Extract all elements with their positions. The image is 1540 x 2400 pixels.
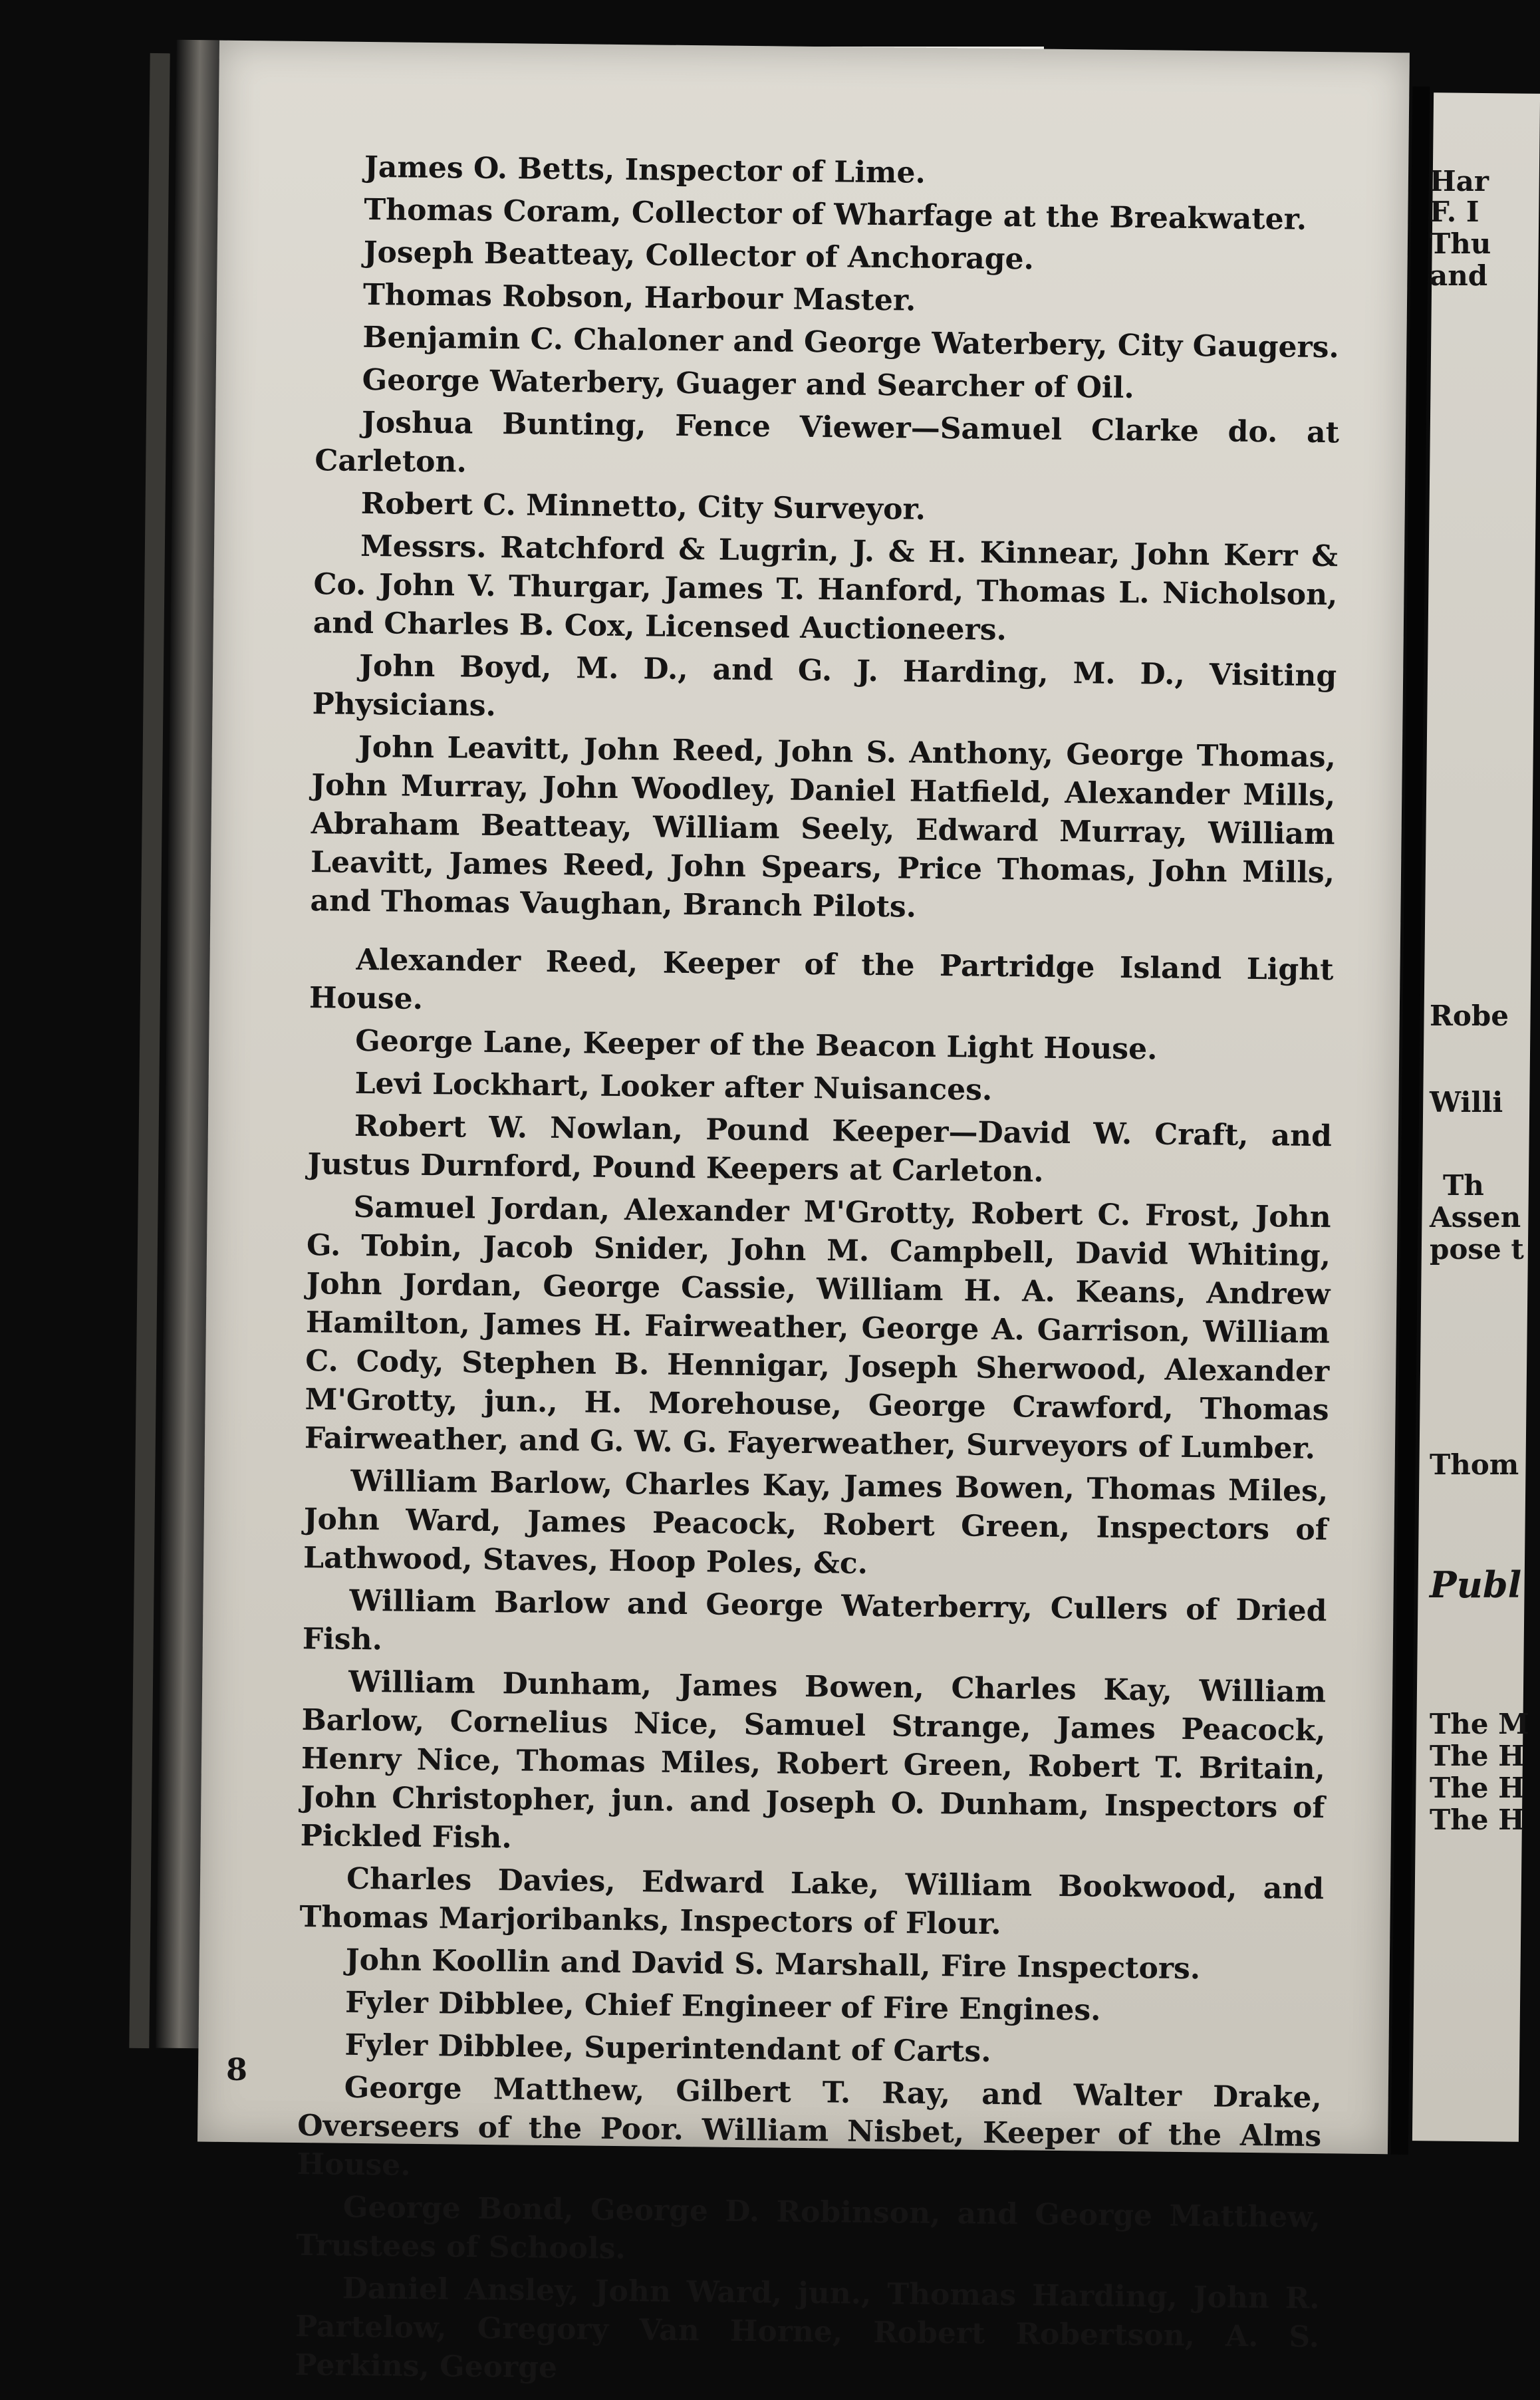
entry-wharfage-collector: Thomas Coram, Collector of Wharfage at the Breakwater. (364, 192, 1307, 237)
entry-fire-engineer: Fyler Dibblee, Chief Engineer of Fire Engines. (344, 1985, 1101, 2028)
right-page-fragment: The H (1430, 1772, 1525, 1804)
entry-anchorage-collector: Joseph Beatteay, Collector of Anchorage. (363, 235, 1035, 277)
entry-harbour-master: Thomas Robson, Harbour Master. (362, 277, 916, 318)
entry-pound-keepers: Robert W. Nowlan, Pound Keeper—David W. Craft, and Justus Durnford, Pound Keepers at Carleton. (307, 1109, 1333, 1189)
right-page-fragment: Thom (1430, 1448, 1519, 1481)
entry-city-surveyor: Robert C. Minnetto, City Surveyor. (360, 486, 926, 527)
entry-school-trustees: George Bond, George D. Robinson, and George Matthew, Trustees of Schools. (296, 2190, 1321, 2266)
entry-beacon-light-keeper: George Lane, Keeper of the Beacon Light House. (355, 1023, 1158, 1067)
right-page-fragment: Har (1430, 165, 1489, 198)
entry-fence-viewer: Joshua Bunting, Fence Viewer—Samuel Clarke do. at Carleton. (315, 405, 1340, 479)
entry-visiting-physicians: John Boyd, M. D., and G. J. Harding, M. D., Visiting Physicians. (312, 648, 1337, 724)
entry-lumber-surveyors: Samuel Jordan, Alexander M'Grotty, Robert C. Frost, John G. Tobin, Jacob Snider, John M. Campbell, David Whiting, John Jordan, George Cassie, William H. A. Keans, Andrew Hamilton, James H. Fairweather, George A. Garrison, William C. Cody, Stephen B. Hennigar, Joseph Sherwood, Alexander M'Grotty, jun., H. Morehouse, George Crawford, Thomas Fairweather, and G. W. G. Fayerweather, Surveyors of Lumber. (304, 1190, 1331, 1466)
entry-partridge-light-keeper: Alexander Reed, Keeper of the Partridge Island Light House. (309, 942, 1334, 1016)
entry-oil-searcher: George Waterbery, Guager and Searcher of Oil. (362, 362, 1134, 406)
left-page (197, 41, 1410, 2385)
page-number: 8 (226, 2052, 248, 2087)
entry-carts-superintendant: Fyler Dibblee, Superintendant of Carts. (344, 2028, 991, 2069)
right-page-fragment: The M (1430, 1708, 1529, 1740)
right-page-fragment: Willi (1430, 1086, 1503, 1119)
right-page-fragment: Robe (1430, 1000, 1509, 1032)
entry-flour-inspectors: Charles Davies, Edward Lake, William Bookwood, and Thomas Marjoribanks, Inspectors of Flour. (299, 1861, 1325, 1942)
entry-fire-inspectors: John Koollin and David S. Marshall, Fire Inspectors. (345, 1942, 1201, 1986)
entry-overseers-of-poor: George Matthew, Gilbert T. Ray, and Walter Drake, Overseers of the Poor. William Nisbet, Keeper of the Alms House. (297, 2070, 1323, 2183)
right-page-fragment: pose t (1430, 1233, 1524, 1266)
entry-city-gaugers: Benjamin C. Chaloner and George Waterbery, City Gaugers. (362, 320, 1340, 365)
entry-nuisance-looker: Levi Lockhart, Looker after Nuisances. (354, 1066, 993, 1107)
entry-auctioneers: Messrs. Ratchford & Lugrin, J. & H. Kinnear, John Kerr & Co. John V. Thurgar, James T. Hanford, Thomas L. Nicholson, and Charles B. Cox, Licensed Auctioneers. (313, 529, 1339, 648)
entry-continued-list: Daniel Ansley, John Ward, jun., Thomas Harding, John R. Partelow, Gregory Van Horne, Robert Robertson, A. S. Perkins, George (295, 2271, 1320, 2385)
right-page-fragment: Assen (1430, 1201, 1521, 1234)
right-page-fragment: The H (1430, 1740, 1525, 1772)
right-page-fragment: Thu (1430, 227, 1491, 260)
right-page-fragment: The H (1430, 1803, 1525, 1836)
entry-branch-pilots: John Leavitt, John Reed, John S. Anthony, George Thomas, John Murray, John Woodley, Daniel Hatfield, Alexander Mills, Abraham Beatteay, William Seely, Edward Murray, William Leavitt, James Reed, John Spears, Price Thomas, John Mills, and Thomas Vaughan, Branch Pilots. (310, 730, 1337, 924)
entry-lime-inspector: James O. Betts, Inspector of Lime. (364, 150, 926, 190)
right-page-fragment: F. I (1430, 196, 1479, 228)
right-page-heading-fragment: Publ (1430, 1563, 1522, 1606)
entry-list (295, 148, 1342, 2399)
right-page-fragment: Th (1443, 1169, 1484, 1202)
entry-lathwood-inspectors: William Barlow, Charles Kay, James Bowen, Thomas Miles, John Ward, James Peacock, Robert Green, Inspectors of Lathwood, Staves, Hoop Poles, &c. (303, 1464, 1329, 1581)
entry-dried-fish-cullers: William Barlow and George Waterberry, Cullers of Dried Fish. (302, 1583, 1327, 1657)
entry-pickled-fish-inspectors: William Dunham, James Bowen, Charles Kay, William Barlow, Cornelius Nice, Samuel Strange, James Peacock, Henry Nice, Thomas Miles, Robert Green, Robert T. Britain, John Christopher, jun. and Joseph O. Dunham, Inspectors of Pickled Fish. (300, 1665, 1327, 1855)
right-page-fragment: and (1430, 259, 1488, 292)
